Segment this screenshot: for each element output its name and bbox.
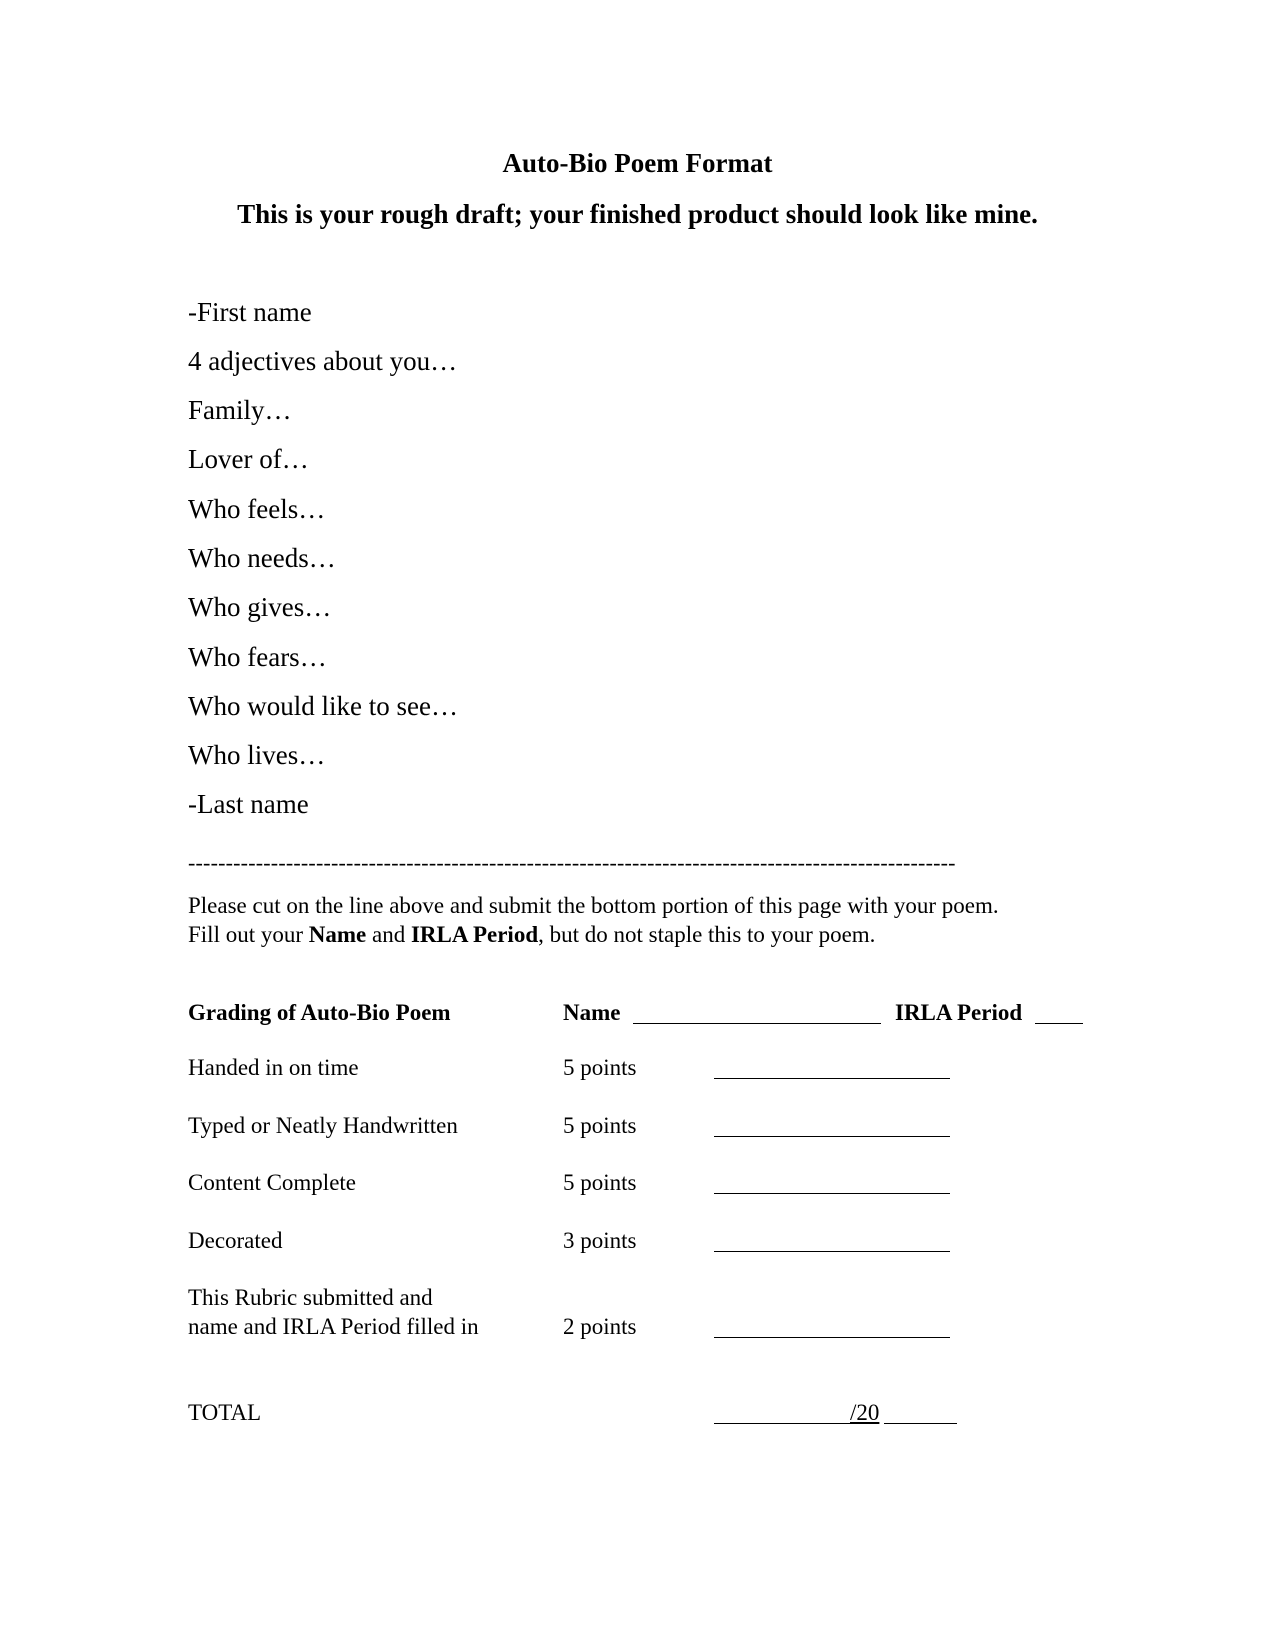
prompt-lover-of: Lover of… <box>188 444 309 474</box>
total-score-field[interactable] <box>714 1423 850 1424</box>
prompt-who-would-like-to-see: Who would like to see… <box>188 691 458 721</box>
score-field[interactable] <box>714 1078 950 1079</box>
points-value: 3 points <box>563 1228 637 1253</box>
cut-line: ------------------------------------------------------------------------------------------------------ <box>188 850 956 875</box>
instruction-name-bold: Name <box>308 922 367 947</box>
instruction-text: , but do not staple this to your poem. <box>538 922 876 947</box>
prompt-family: Family… <box>188 395 292 425</box>
points-value: 5 points <box>563 1170 637 1195</box>
prompt-who-fears: Who fears… <box>188 642 327 672</box>
total-max-value: /20 <box>850 1400 880 1425</box>
score-field[interactable] <box>714 1251 950 1252</box>
instruction-period-bold: IRLA Period <box>410 922 539 947</box>
total-trailing-line <box>884 1423 957 1424</box>
score-field[interactable] <box>714 1193 950 1194</box>
prompt-who-needs: Who needs… <box>188 543 336 573</box>
page-title: Auto-Bio Poem Format <box>502 148 773 178</box>
irla-period-field[interactable] <box>1035 1023 1083 1024</box>
page-subtitle: This is your rough draft; your finished product should look like mine. <box>237 199 1038 229</box>
score-field[interactable] <box>714 1337 950 1338</box>
instruction-line-1: Please cut on the line above and submit the bottom portion of this page with your poem. <box>188 893 999 918</box>
prompt-who-feels: Who feels… <box>188 494 326 524</box>
criterion-label: Typed or Neatly Handwritten <box>188 1113 458 1138</box>
prompt-last-name: -Last name <box>188 789 309 819</box>
name-field[interactable] <box>633 1023 881 1024</box>
criterion-label-line-2: name and IRLA Period filled in <box>188 1314 479 1339</box>
prompt-first-name: -First name <box>188 297 312 327</box>
criterion-label: Content Complete <box>188 1170 357 1195</box>
prompt-who-gives: Who gives… <box>188 592 332 622</box>
points-value: 5 points <box>563 1055 637 1080</box>
total-label: TOTAL <box>188 1400 262 1425</box>
criterion-label: Handed in on time <box>188 1055 359 1080</box>
instruction-text: Fill out your <box>188 922 309 947</box>
criterion-label: Decorated <box>188 1228 283 1253</box>
rubric-heading: Grading of Auto-Bio Poem <box>188 1000 451 1025</box>
points-value: 2 points <box>563 1314 637 1339</box>
instruction-text: and <box>366 922 411 947</box>
instruction-line-2 <box>188 922 875 948</box>
score-field[interactable] <box>714 1136 950 1137</box>
points-value: 5 points <box>563 1113 637 1138</box>
prompt-who-lives: Who lives… <box>188 740 326 770</box>
prompt-adjectives: 4 adjectives about you… <box>188 346 458 376</box>
name-label: Name <box>563 1000 621 1025</box>
irla-period-label: IRLA Period <box>895 1000 1023 1025</box>
criterion-label-line-1: This Rubric submitted and <box>188 1285 433 1310</box>
